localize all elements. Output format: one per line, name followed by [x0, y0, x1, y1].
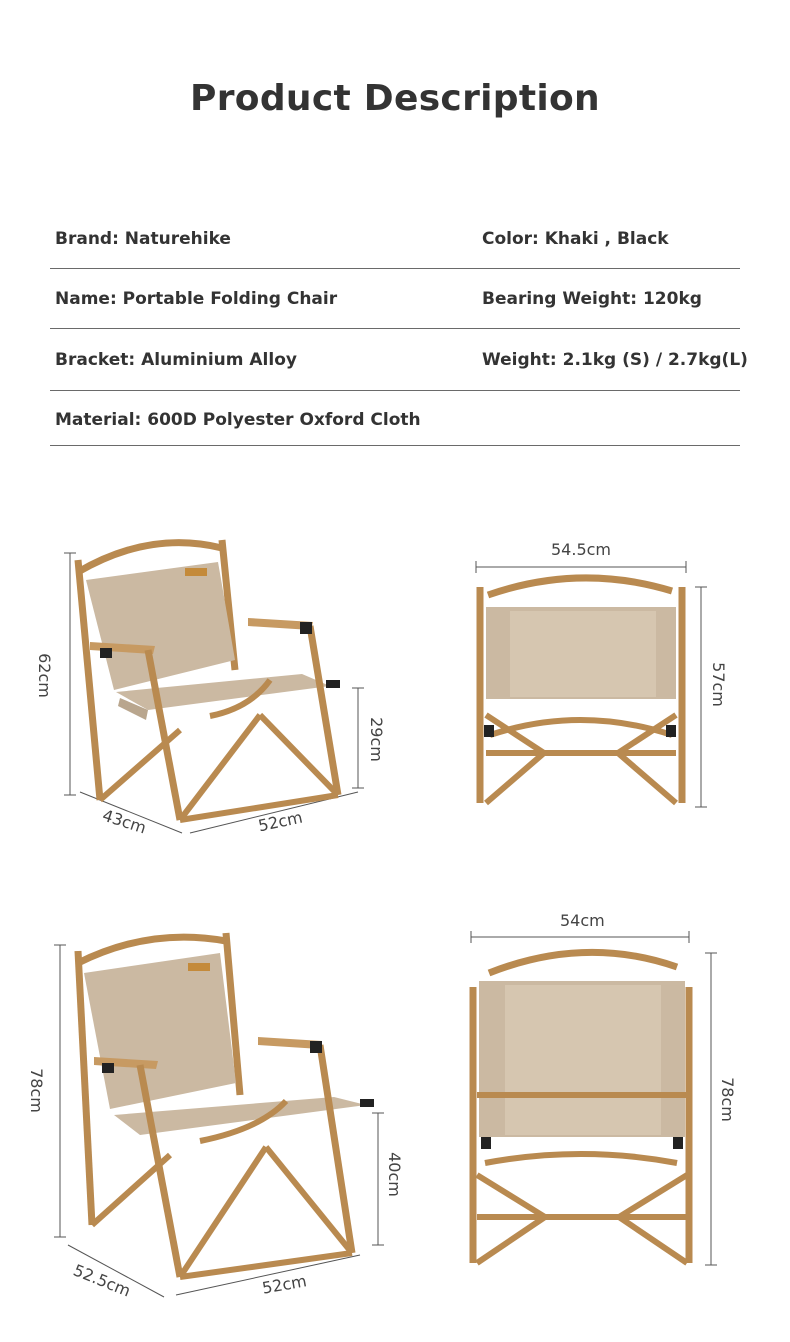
- large-chair-side-image: [30, 915, 390, 1315]
- small-chair-side-figure: [30, 520, 386, 850]
- spec-row: [50, 329, 748, 391]
- spec-weight: Weight: 2.1kg (S) / 2.7kg(L): [482, 350, 748, 370]
- spec-bearing-weight: Bearing Weight: 120kg: [482, 289, 702, 309]
- spec-table: [50, 210, 748, 446]
- spec-name: Name: Portable Folding Chair: [55, 289, 338, 309]
- page-title: Product Description: [190, 78, 600, 119]
- spec-row: [50, 269, 740, 329]
- large-front-width-label: 54cm: [560, 911, 605, 930]
- large-front-height-label: 78cm: [717, 1077, 737, 1122]
- small-seat-height-label: 29cm: [366, 717, 386, 762]
- small-chair-front-figure: [460, 535, 760, 835]
- spec-bracket: Bracket: Aluminium Alloy: [55, 350, 297, 370]
- large-chair-front-figure: [455, 905, 765, 1275]
- large-depth-label: 52.5cm: [70, 1260, 134, 1301]
- small-width-label: 52cm: [256, 807, 305, 836]
- large-seat-height-label: 40cm: [384, 1152, 404, 1197]
- spec-material: Material: 600D Polyester Oxford Cloth: [55, 410, 421, 430]
- small-front-width-label: 54.5cm: [551, 540, 612, 559]
- large-width-label: 52cm: [260, 1271, 309, 1298]
- spec-brand: Brand: Naturehike: [55, 229, 231, 249]
- small-chair-side-image: [30, 520, 380, 850]
- spec-row: [50, 210, 740, 269]
- spec-row: [50, 391, 740, 446]
- large-chair-side-figure: [26, 915, 404, 1315]
- small-front-height-label: 57cm: [708, 662, 728, 707]
- spec-color: Color: Khaki , Black: [482, 229, 669, 249]
- small-depth-label: 43cm: [100, 805, 149, 838]
- large-height-label: 78cm: [26, 1068, 46, 1113]
- small-height-label: 62cm: [34, 653, 54, 698]
